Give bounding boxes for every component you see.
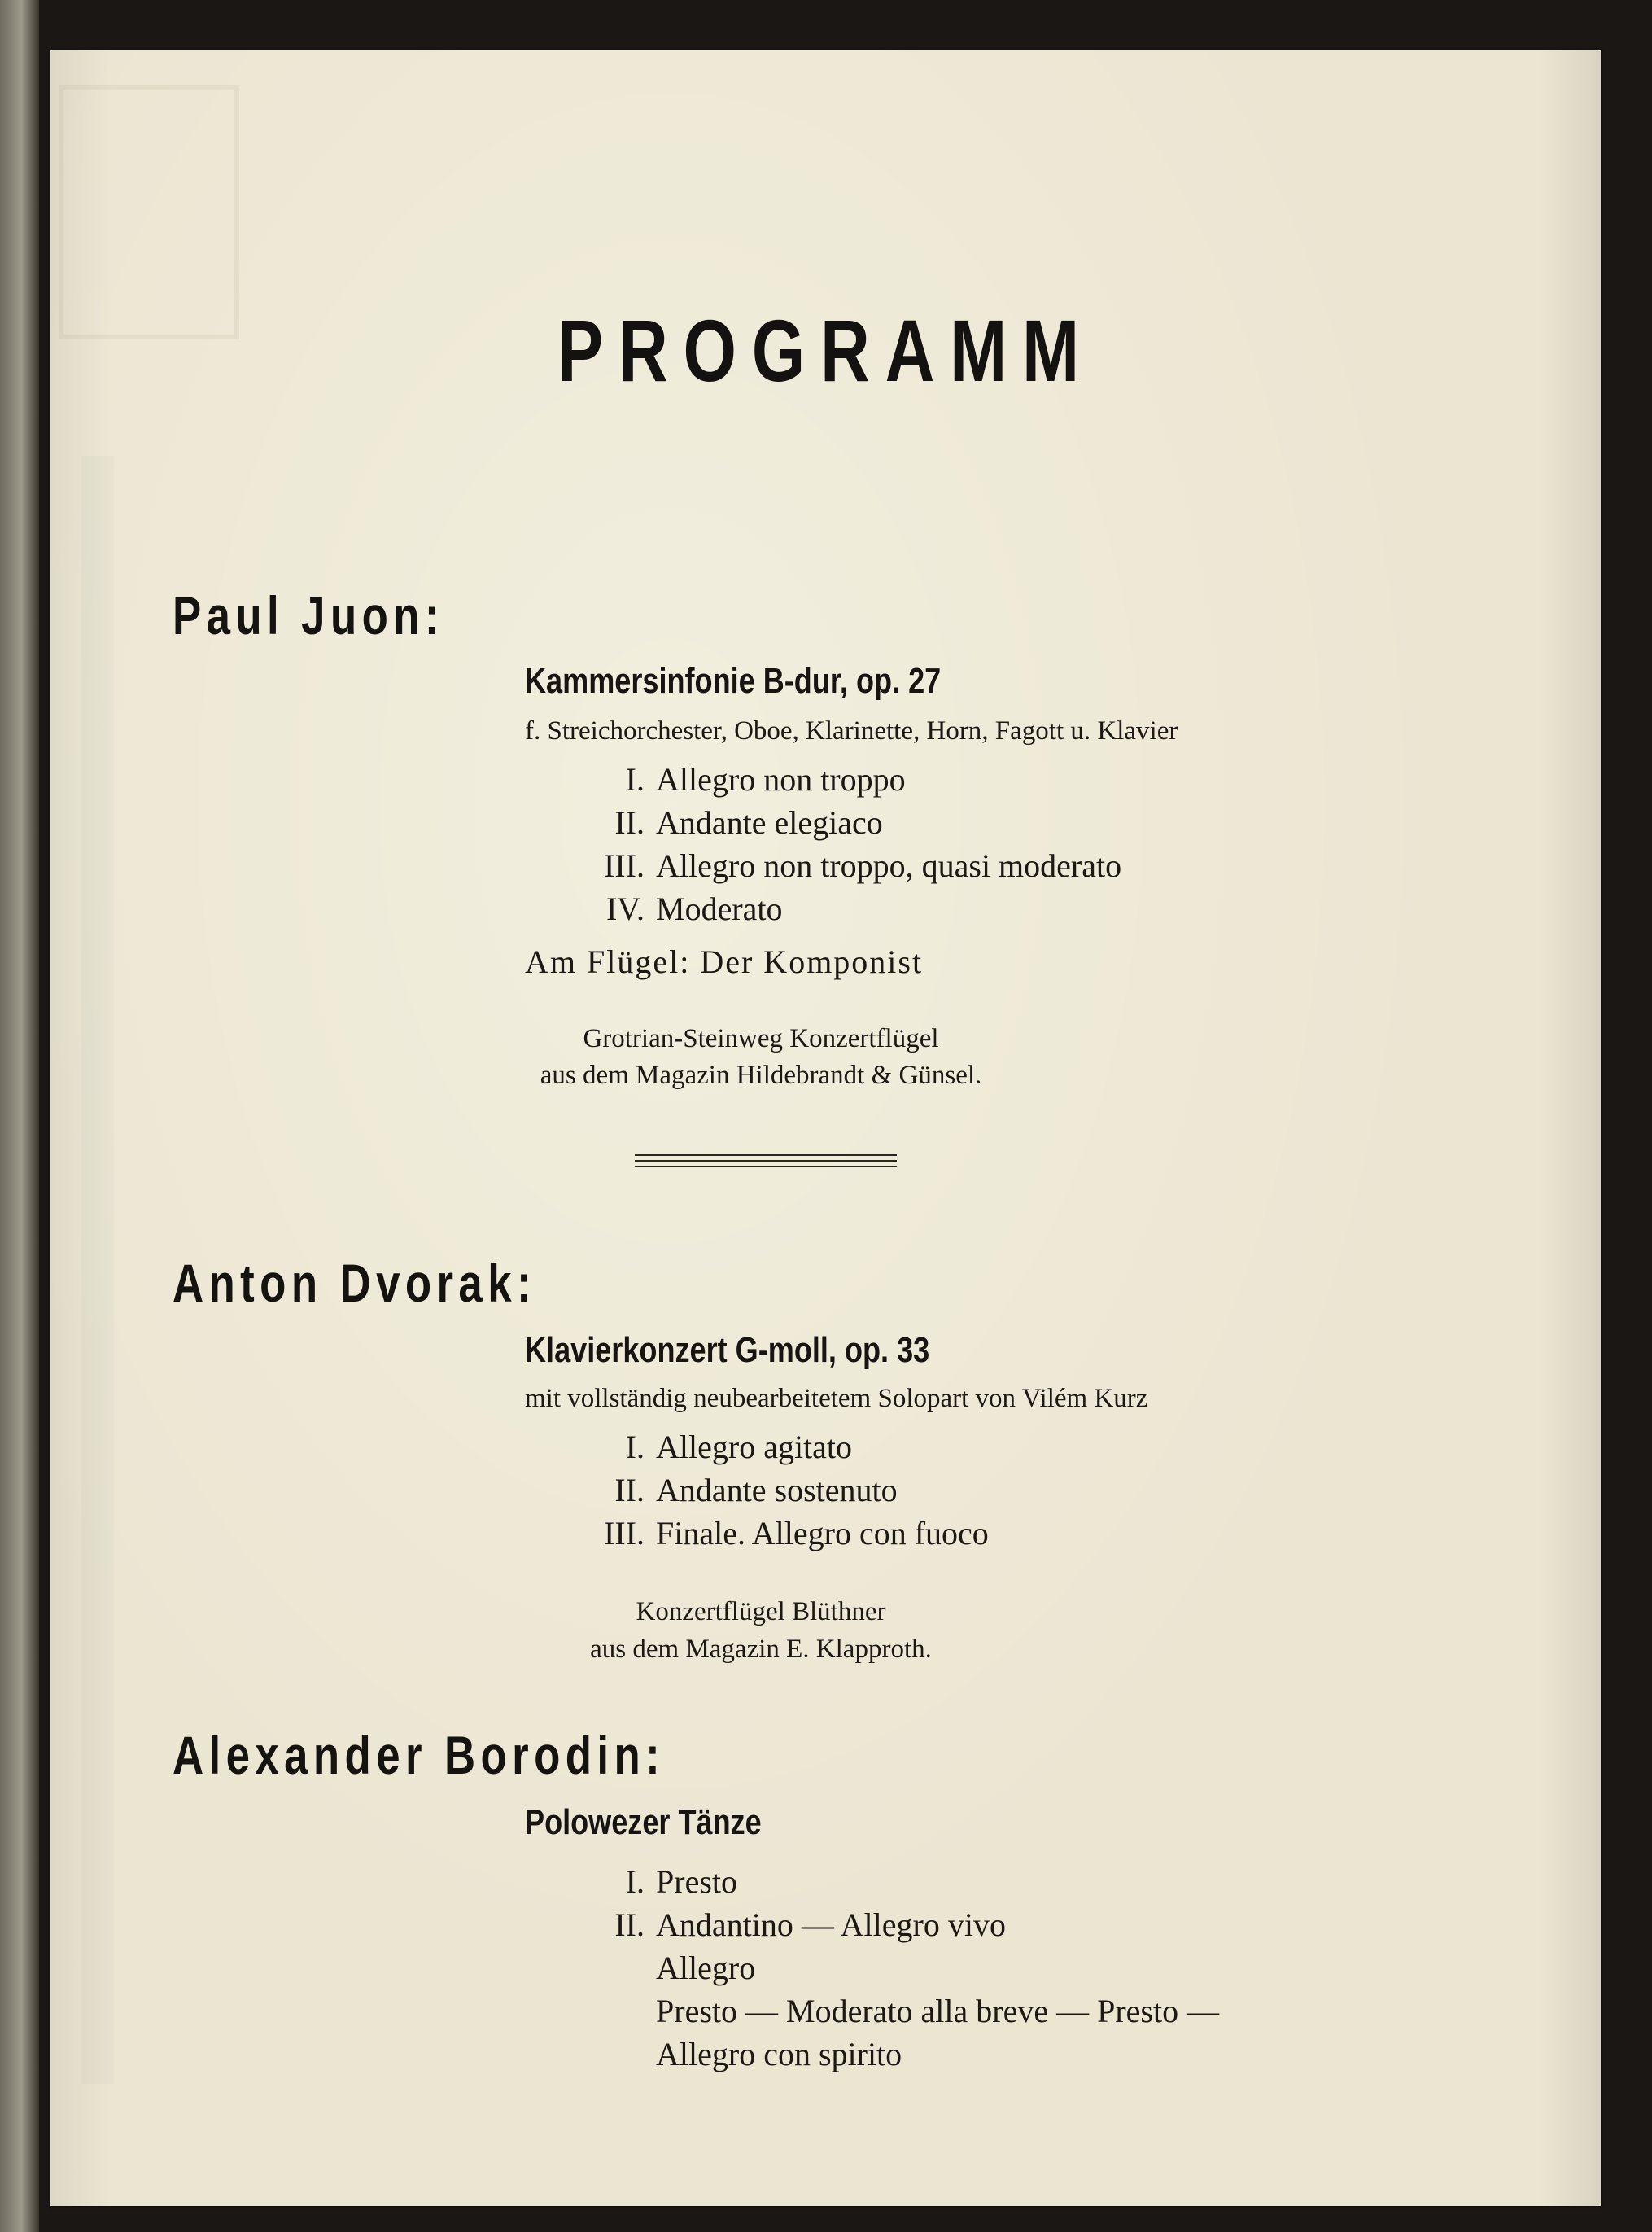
divider-rule-mid bbox=[635, 1160, 897, 1162]
movement-number: III. bbox=[604, 1515, 645, 1551]
movement-title: Andantino — Allegro vivo bbox=[656, 1906, 1006, 1943]
composer-heading-dvorak: Anton Dvorak: bbox=[173, 1253, 536, 1313]
movement-number: III. bbox=[604, 847, 645, 884]
movement-title: Presto bbox=[656, 1863, 737, 1900]
movement-number: II. bbox=[614, 1472, 645, 1508]
movement-number: IV. bbox=[605, 891, 645, 927]
soloist-note: Am Flügel: Der Komponist bbox=[525, 943, 924, 980]
movement-title: Allegro con spirito bbox=[656, 2036, 902, 2072]
movement-title: Allegro bbox=[656, 1950, 756, 1986]
movement-title: Moderato bbox=[656, 891, 783, 927]
work-title-borodin: Polowezer Tänze bbox=[525, 1802, 762, 1842]
piano-maker-line: aus dem Magazin Hildebrandt & Günsel. bbox=[540, 1061, 982, 1090]
movement-title: Andante elegiaco bbox=[656, 804, 883, 841]
movement-line bbox=[614, 1471, 898, 1509]
movement-line bbox=[656, 2035, 902, 2073]
piano-maker-line: aus dem Magazin E. Klapproth. bbox=[590, 1635, 932, 1664]
movement-line bbox=[604, 1514, 989, 1552]
work-title-dvorak: Klavierkonzert G-moll, op. 33 bbox=[525, 1330, 930, 1370]
composer-heading-juon: Paul Juon: bbox=[173, 585, 444, 646]
movement-line bbox=[614, 803, 883, 842]
movement-number: II. bbox=[614, 804, 645, 841]
movement-title: Andante sostenuto bbox=[656, 1472, 898, 1508]
piano-maker-line: Konzertflügel Blüthner bbox=[636, 1597, 886, 1626]
movement-line bbox=[656, 1992, 1219, 2030]
movement-line bbox=[605, 890, 783, 928]
divider-rule-top bbox=[635, 1154, 897, 1156]
movement-number: II. bbox=[614, 1906, 645, 1943]
movement-title: Finale. Allegro con fuoco bbox=[656, 1515, 989, 1551]
movement-line bbox=[625, 1428, 853, 1466]
movement-number: I. bbox=[625, 761, 645, 798]
divider-rule-bottom bbox=[635, 1166, 897, 1167]
movement-number: I. bbox=[625, 1863, 645, 1900]
movement-title: Presto — Moderato alla breve — Presto — bbox=[656, 1993, 1220, 2029]
movement-line bbox=[656, 1949, 755, 1987]
movement-line bbox=[604, 847, 1122, 885]
movement-number: I. bbox=[625, 1429, 645, 1465]
movement-line bbox=[614, 1906, 1006, 1944]
movement-title: Allegro agitato bbox=[656, 1429, 853, 1465]
movement-title: Allegro non troppo, quasi moderato bbox=[656, 847, 1122, 884]
work-title-juon: Kammersinfonie B-dur, op. 27 bbox=[525, 661, 942, 701]
work-subtitle-juon: f. Streichorchester, Oboe, Klarinette, Horn, Fagott u. Klavier bbox=[525, 716, 1178, 746]
piano-maker-line: Grotrian-Steinweg Konzertflügel bbox=[583, 1024, 939, 1053]
composer-heading-borodin: Alexander Borodin: bbox=[173, 1725, 666, 1785]
movement-title: Allegro non troppo bbox=[656, 761, 906, 798]
work-subtitle-dvorak: mit vollständig neubearbeitetem Solopart von Vilém Kurz bbox=[525, 1384, 1148, 1413]
page-title: PROGRAMM bbox=[557, 301, 1095, 400]
movement-line bbox=[625, 760, 906, 799]
movement-line bbox=[625, 1862, 737, 1901]
